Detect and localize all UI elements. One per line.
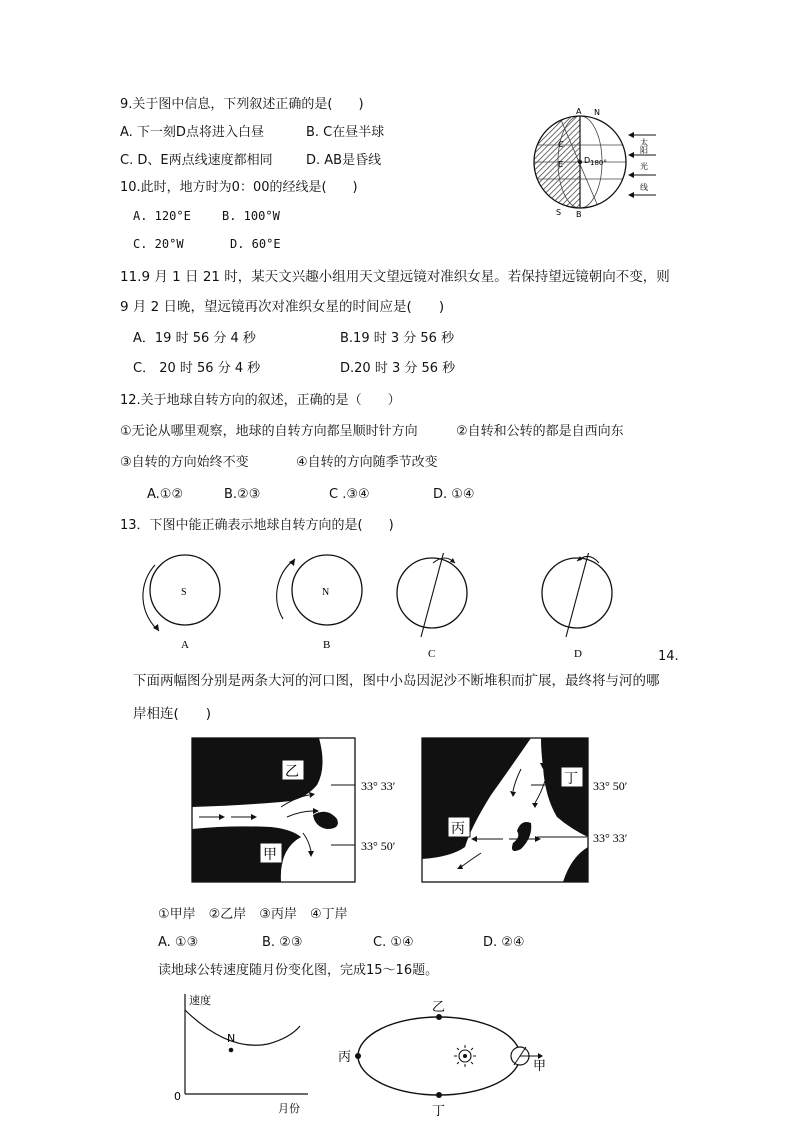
orbit-label-jia: 甲 [533,1059,547,1074]
orbit-label-yi: 乙 [432,1000,446,1015]
q12-stem: 12.关于地球自转方向的叙述，正确的是（ ） [120,393,401,408]
sunlight-char-1: 太 [640,138,648,147]
q10-option-b: B. 100°W [222,209,280,223]
q11-option-b: B.19 时 3 分 56 秒 [340,331,455,346]
map1-label-jia: 甲 [263,847,277,863]
q12-option-a: A.①② [147,487,184,502]
map1-label-yi: 乙 [285,764,299,780]
orbital-speed-graph [168,988,320,1118]
q11-line-1: 11.9 月 1 日 21 时，某天文兴趣小组用天文望远镜对准织女星。若保持望远镜朝向不变，则 [120,269,670,285]
q9-option-a: A. 下一刻D点将进入白昼 [120,125,264,140]
globe-label-a: A [576,107,582,116]
q12-option-d: D. ①④ [433,487,475,502]
circle-a-caption: A [181,639,189,651]
earth-orbit-diagram [330,995,560,1120]
q14-option-a: A. ①③ [158,935,199,950]
q12-option-b: B.②③ [224,487,261,502]
estuary-map-1 [191,737,421,885]
q13-stem: 13．下图中能正确表示地球自转方向的是( ) [120,518,394,533]
circle-b-caption: B [323,639,331,651]
q14-number: 14. [658,649,679,664]
rotation-figure-c [397,553,467,660]
sunlight-char-3: 光 [640,162,648,171]
q11-option-d: D.20 时 3 分 56 秒 [340,361,456,376]
q10-stem: 10.此时，地方时为0：00的经线是( ) [120,180,358,195]
q9-option-d: D. AB是昏线 [306,153,382,168]
globe-label-b: B [576,210,582,219]
map2-lat-bottom: 33° 33′ [593,831,628,845]
q9-stem: 9.关于图中信息，下列叙述正确的是( ) [120,97,364,112]
sunlight-char-4: 线 [640,183,648,192]
globe-label-c: C [558,140,564,149]
circle-a-pole: S [181,587,187,598]
q14-bank-choices: ①甲岸 ②乙岸 ③丙岸 ④丁岸 [158,907,348,922]
q12-statement-4: ④自转的方向随季节改变 [296,455,438,470]
globe-label-n: N [594,108,600,117]
sunlight-char-2: 阳 [640,146,648,155]
sun-icon [454,1045,476,1067]
q11-option-c: C． 20 时 56 分 4 秒 [133,361,261,376]
q9-option-b: B. C在昼半球 [306,125,385,140]
globe-label-d: D [584,156,591,165]
circle-c-caption: C [428,648,436,660]
q12-statement-1: ①无论从哪里观察，地球的自转方向都呈顺时针方向 [120,424,418,439]
rotation-figure-d [542,553,612,660]
circle-d-caption: D [574,648,582,660]
q12-option-c: C .③④ [329,487,370,502]
q12-statement-3: ③自转的方向始终不变 [120,455,249,470]
graph-origin: 0 [174,1090,181,1103]
map2-label-bing: 丙 [451,821,465,837]
map1-lat-top: 33° 33′ [361,779,396,793]
orbit-label-bing: 丙 [338,1050,352,1065]
q14-line-2: 岸相连( ) [133,706,212,722]
map1-lat-bottom: 33° 50′ [361,839,396,853]
graph-ylabel: 速度 [189,994,211,1007]
q14-option-c: C. ①④ [373,935,414,950]
map2-label-ding: 丁 [564,771,578,787]
map2-lat-top: 33° 50′ [593,779,628,793]
rotation-figure-a [143,555,220,651]
estuary-map-2 [421,737,671,885]
globe-label-s: S [556,208,562,217]
q10-option-d: D. 60°E [230,237,281,251]
globe-illumination-figure [520,105,660,220]
graph-xlabel: 月份 [278,1102,300,1115]
q14-option-d: D. ②④ [483,935,525,950]
q9-option-c: C. D、E两点线速度都相同 [120,153,273,168]
globe-label-e: E [558,160,564,169]
rotation-direction-figures [115,553,675,665]
rotation-figure-b [277,555,362,651]
q10-option-c: C. 20°W [133,237,184,251]
q11-line-2: 9 月 2 日晚，望远镜再次对准织女星的时间应是( ) [120,299,445,315]
q14-option-b: B. ②③ [262,935,303,950]
circle-b-pole: N [322,587,330,598]
q12-statement-2: ②自转和公转的都是自西向东 [456,424,624,439]
q14-line-1: 下面两幅图分别是两条大河的河口图，图中小岛因泥沙不断堆积而扩展，最终将与河的哪 [133,673,660,689]
globe-label-180: 180° [590,159,607,167]
q10-option-a: A. 120°E [133,209,191,223]
q15-intro: 读地球公转速度随月份变化图，完成15～16题。 [158,963,439,978]
orbit-label-ding: 丁 [432,1104,446,1119]
graph-point-n: N [227,1032,236,1045]
q11-option-a: A．19 时 56 分 4 秒 [133,331,256,346]
